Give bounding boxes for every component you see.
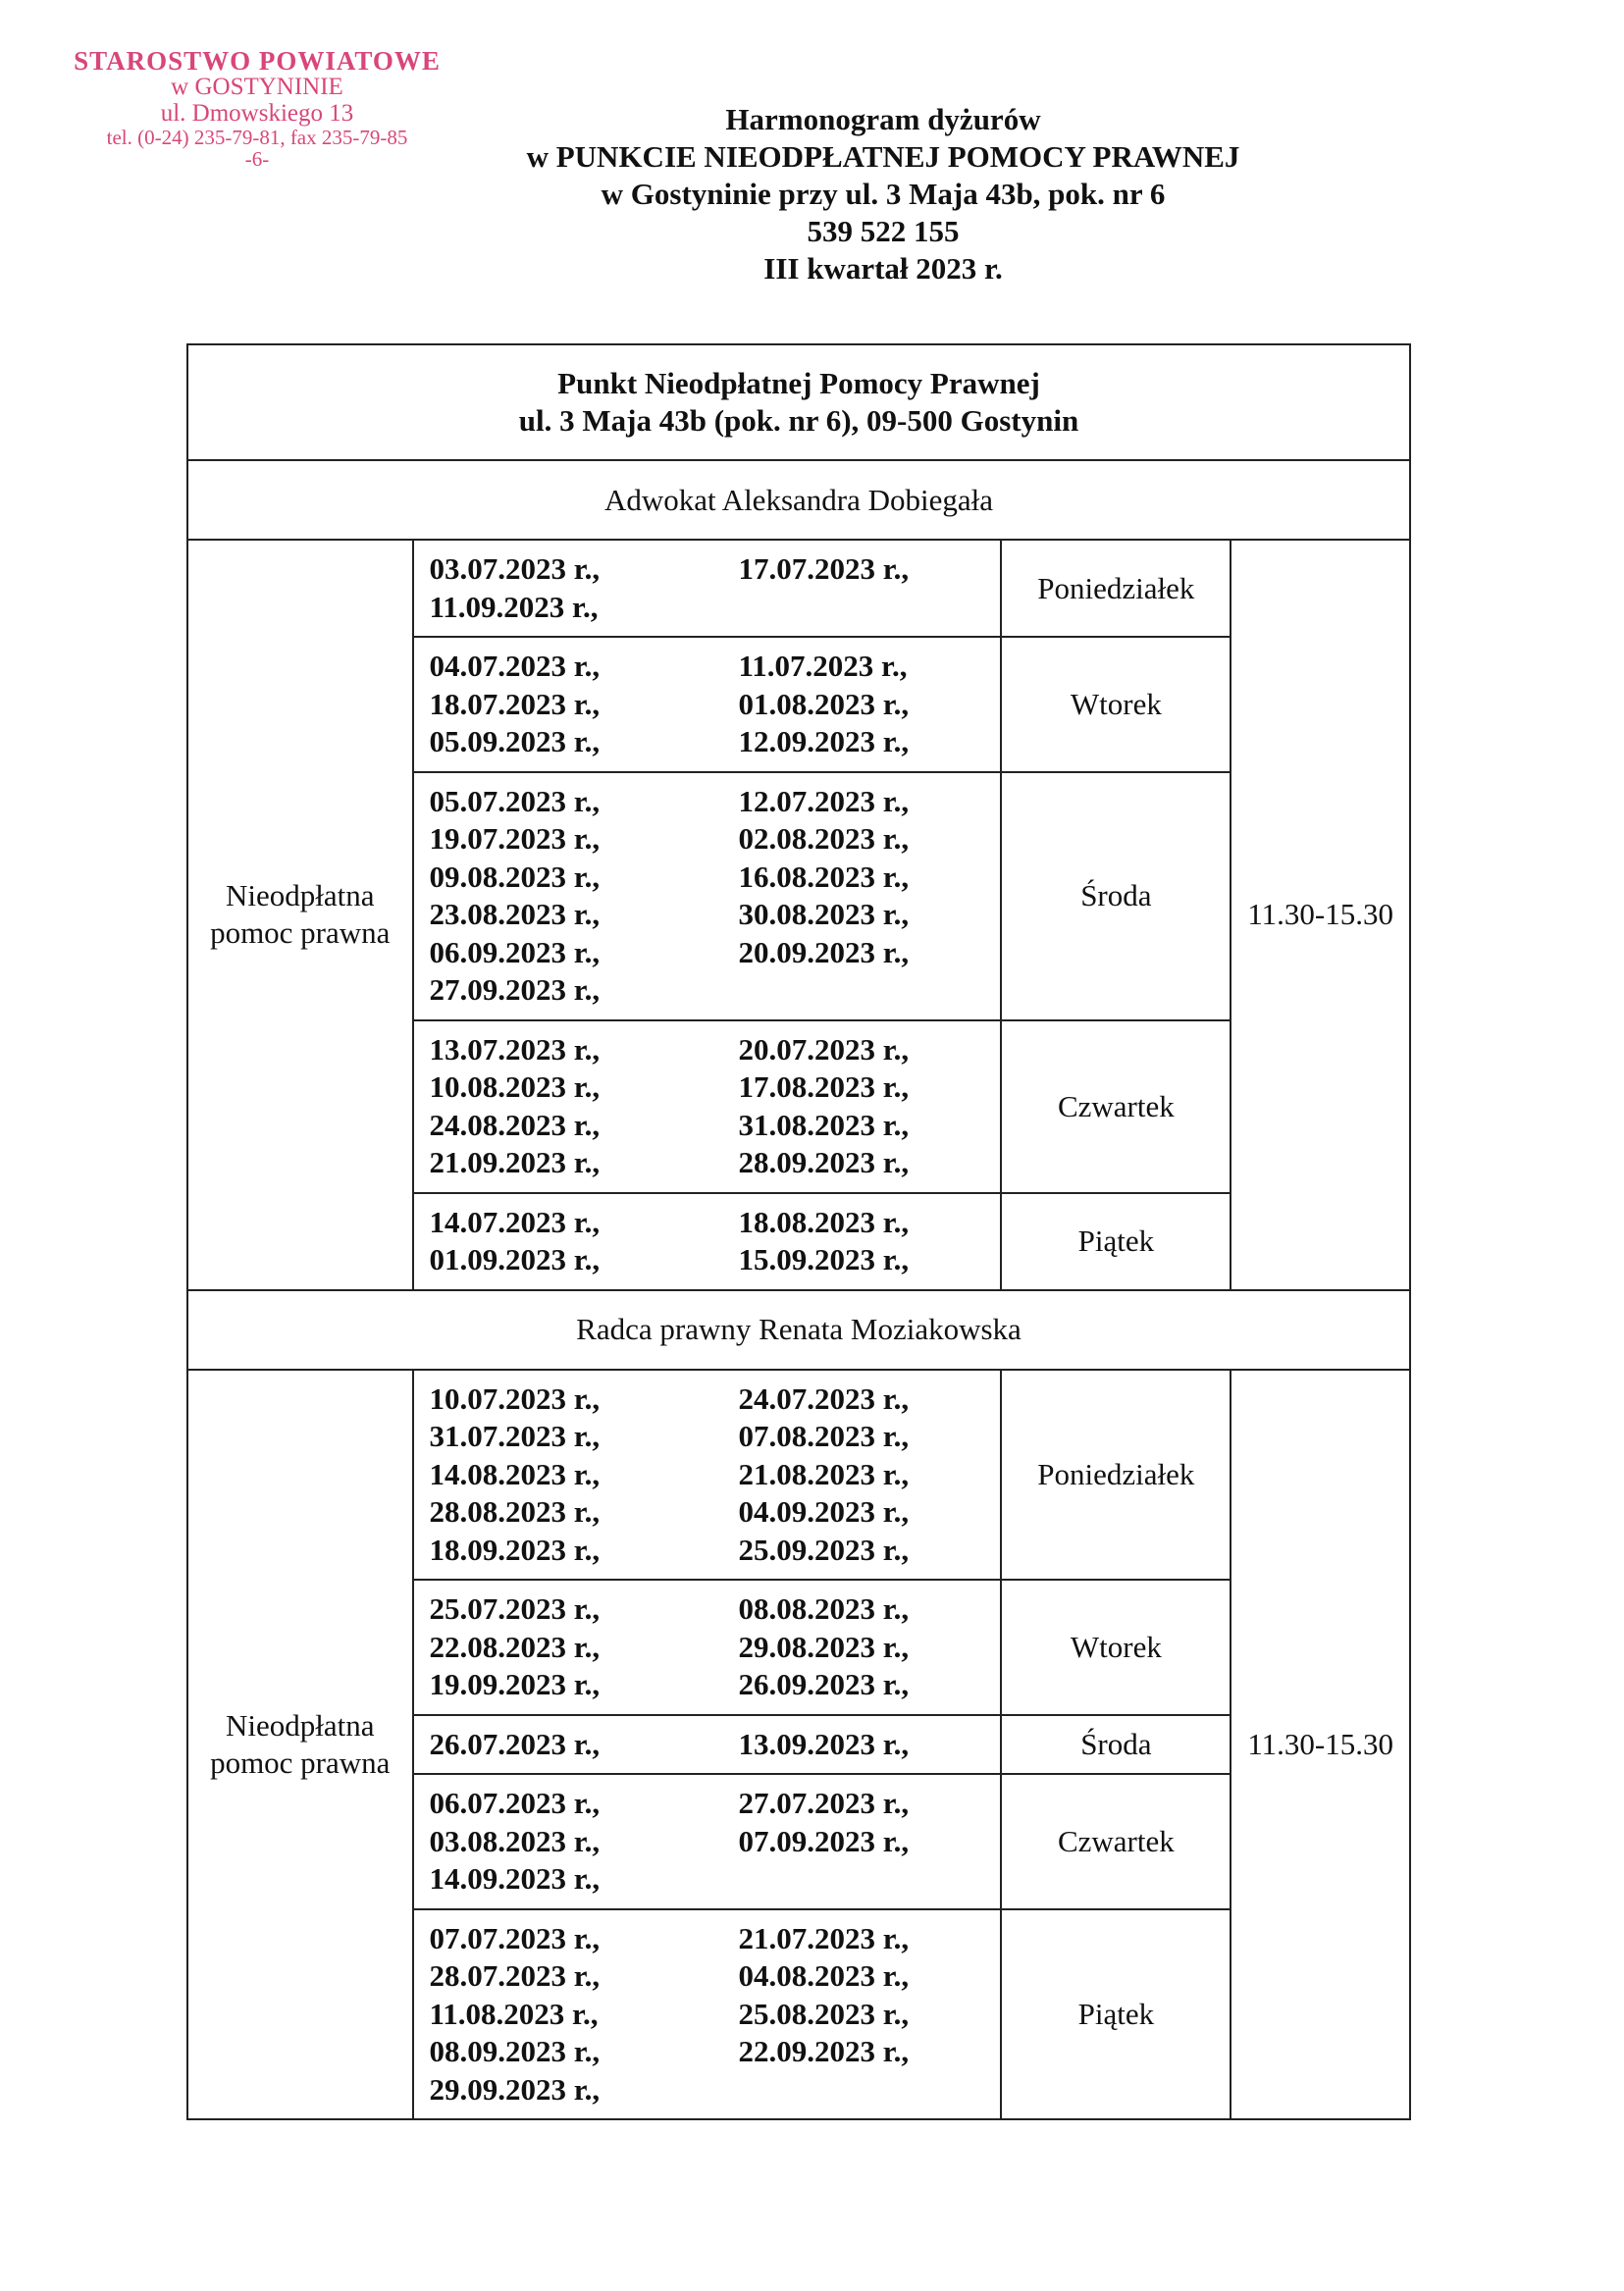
date-item: 11.07.2023 r., <box>738 649 908 683</box>
date-item: 12.07.2023 r., <box>738 783 910 818</box>
dates-grid <box>430 1590 993 1704</box>
heading-title: Harmonogram dyżurów <box>725 102 1041 136</box>
lawyer-name: Adwokat Aleksandra Dobiegała <box>187 460 1410 540</box>
dates-cell <box>413 540 1002 637</box>
date-item: 27.09.2023 r., <box>429 972 601 1007</box>
date-item: 07.09.2023 r., <box>738 1823 910 1858</box>
lawyer-name: Radca prawny Renata Moziakowska <box>187 1290 1410 1370</box>
date-item: 20.09.2023 r., <box>738 934 910 969</box>
weekday-thursday: Czwartek <box>1001 1774 1231 1909</box>
date-item: 28.09.2023 r., <box>738 1145 910 1179</box>
date-item: 15.09.2023 r., <box>738 1242 910 1276</box>
office-hours-cell: 11.30-15.30 <box>1231 1370 1410 2120</box>
date-item: 21.07.2023 r., <box>738 1920 910 1955</box>
dates-cell <box>413 1580 1002 1715</box>
weekday-wednesday: Środa <box>1001 1715 1231 1775</box>
date-item: 04.09.2023 r., <box>738 1494 910 1529</box>
date-item: 24.08.2023 r., <box>429 1107 601 1142</box>
date-item: 23.08.2023 r., <box>429 897 601 931</box>
date-item: 28.08.2023 r., <box>429 1494 601 1529</box>
service-type-line-2: pomoc prawna <box>210 915 391 951</box>
date-item: 22.08.2023 r., <box>429 1629 601 1664</box>
dates-cell <box>413 1909 1002 2120</box>
dates-grid <box>430 1726 993 1764</box>
dates-grid <box>430 550 993 626</box>
weekday-thursday: Czwartek <box>1001 1020 1231 1193</box>
date-item: 18.09.2023 r., <box>429 1532 601 1567</box>
service-type-cell <box>187 540 413 1290</box>
lawyer-row <box>187 1290 1410 1370</box>
date-item: 01.08.2023 r., <box>738 686 910 721</box>
dates-cell <box>413 1193 1002 1290</box>
document-heading <box>324 101 1442 287</box>
date-item: 14.08.2023 r., <box>429 1456 601 1491</box>
date-item: 20.07.2023 r., <box>738 1031 910 1067</box>
heading-subtitle: w PUNKCIE NIEODPŁATNEJ POMOCY PRAWNEJ <box>526 139 1240 174</box>
date-item: 25.09.2023 r., <box>738 1532 910 1567</box>
weekday-monday: Poniedziałek <box>1001 1370 1231 1581</box>
date-item: 14.07.2023 r., <box>429 1204 601 1239</box>
date-item: 08.08.2023 r., <box>738 1591 910 1626</box>
service-type-line-1: Nieodpłatna <box>225 1707 375 1743</box>
schedule-row <box>187 540 1410 637</box>
date-item: 21.09.2023 r., <box>429 1145 601 1179</box>
date-item: 18.07.2023 r., <box>429 686 601 721</box>
date-item: 29.08.2023 r., <box>738 1629 910 1664</box>
date-item: 07.07.2023 r., <box>429 1920 601 1955</box>
date-item: 27.07.2023 r., <box>738 1786 910 1820</box>
schedule-table <box>186 343 1411 2120</box>
date-item: 28.07.2023 r., <box>429 1958 601 1993</box>
weekday-tuesday: Wtorek <box>1001 637 1231 772</box>
heading-quarter: III kwartał 2023 r. <box>763 251 1003 286</box>
dates-grid <box>430 1204 993 1279</box>
dates-cell <box>413 1370 1002 1581</box>
date-item: 09.08.2023 r., <box>429 859 601 894</box>
date-item: 24.07.2023 r., <box>738 1380 910 1416</box>
dates-grid <box>430 1920 993 2109</box>
date-item: 29.09.2023 r., <box>429 2071 601 2107</box>
office-header-cell <box>187 344 1410 460</box>
date-item: 01.09.2023 r., <box>429 1242 601 1276</box>
date-item: 02.08.2023 r., <box>738 821 910 856</box>
date-item: 13.09.2023 r., <box>738 1726 910 1761</box>
dates-grid <box>430 648 993 761</box>
date-item: 05.09.2023 r., <box>429 724 601 758</box>
date-item: 10.07.2023 r., <box>429 1380 601 1416</box>
stamp-line-1: STAROSTWO POWIATOWE <box>74 46 441 76</box>
date-item: 19.09.2023 r., <box>429 1667 601 1701</box>
date-item: 25.08.2023 r., <box>738 1996 910 2031</box>
schedule-row <box>187 1370 1410 1581</box>
date-item: 25.07.2023 r., <box>429 1591 601 1626</box>
date-item: 16.08.2023 r., <box>738 859 910 894</box>
dates-cell <box>413 1020 1002 1193</box>
date-item: 22.09.2023 r., <box>738 2034 910 2068</box>
office-name: Punkt Nieodpłatnej Pomocy Prawnej <box>557 366 1040 400</box>
dates-grid <box>430 1380 993 1570</box>
date-item: 11.08.2023 r., <box>429 1996 599 2031</box>
dates-grid <box>430 783 993 1010</box>
weekday-friday: Piątek <box>1001 1193 1231 1290</box>
lawyer-row <box>187 460 1410 540</box>
date-item: 14.09.2023 r., <box>429 1861 601 1896</box>
stamp-line-5: -6- <box>244 146 270 171</box>
date-item: 30.08.2023 r., <box>738 897 910 931</box>
date-item: 11.09.2023 r., <box>429 589 599 624</box>
date-item: 17.07.2023 r., <box>738 551 910 586</box>
date-item: 06.07.2023 r., <box>429 1786 601 1820</box>
weekday-wednesday: Środa <box>1001 772 1231 1020</box>
dates-cell <box>413 772 1002 1020</box>
date-item: 31.07.2023 r., <box>429 1419 601 1453</box>
dates-grid <box>430 1785 993 1899</box>
date-item: 10.08.2023 r., <box>429 1069 601 1104</box>
office-header-row <box>187 344 1410 460</box>
office-hours-cell: 11.30-15.30 <box>1231 540 1410 1290</box>
date-item: 26.09.2023 r., <box>738 1667 910 1701</box>
stamp-line-2: w GOSTYNINIE <box>171 74 343 101</box>
date-item: 13.07.2023 r., <box>429 1031 601 1067</box>
office-address: ul. 3 Maja 43b (pok. nr 6), 09-500 Gostynin <box>518 403 1079 438</box>
dates-cell <box>413 637 1002 772</box>
dates-grid <box>430 1031 993 1182</box>
dates-cell <box>413 1715 1002 1775</box>
date-item: 08.09.2023 r., <box>429 2034 601 2068</box>
weekday-tuesday: Wtorek <box>1001 1580 1231 1715</box>
schedule-body <box>187 344 1410 2119</box>
weekday-friday: Piątek <box>1001 1909 1231 2120</box>
stamp-line-4: tel. (0-24) 235-79-81, fax 235-79-85 <box>106 125 408 149</box>
date-item: 04.08.2023 r., <box>738 1958 910 1993</box>
date-item: 21.08.2023 r., <box>738 1456 910 1491</box>
date-item: 03.08.2023 r., <box>429 1823 601 1858</box>
date-item: 31.08.2023 r., <box>738 1107 910 1142</box>
date-item: 19.07.2023 r., <box>429 821 601 856</box>
date-item: 07.08.2023 r., <box>738 1419 910 1453</box>
date-item: 26.07.2023 r., <box>429 1726 601 1761</box>
stamp-line-3: ul. Dmowskiego 13 <box>160 99 354 127</box>
dates-cell <box>413 1774 1002 1909</box>
service-type-line-1: Nieodpłatna <box>225 878 375 913</box>
weekday-monday: Poniedziałek <box>1001 540 1231 637</box>
heading-phone: 539 522 155 <box>807 214 960 248</box>
date-item: 03.07.2023 r., <box>429 551 601 586</box>
date-item: 17.08.2023 r., <box>738 1069 910 1104</box>
date-item: 04.07.2023 r., <box>429 649 601 683</box>
service-type-cell <box>187 1370 413 2120</box>
date-item: 05.07.2023 r., <box>429 783 601 818</box>
date-item: 06.09.2023 r., <box>429 934 601 969</box>
heading-address: w Gostyninie przy ul. 3 Maja 43b, pok. nr 6 <box>601 177 1166 211</box>
date-item: 18.08.2023 r., <box>738 1204 910 1239</box>
date-item: 12.09.2023 r., <box>738 724 910 758</box>
service-type-line-2: pomoc prawna <box>210 1744 391 1780</box>
